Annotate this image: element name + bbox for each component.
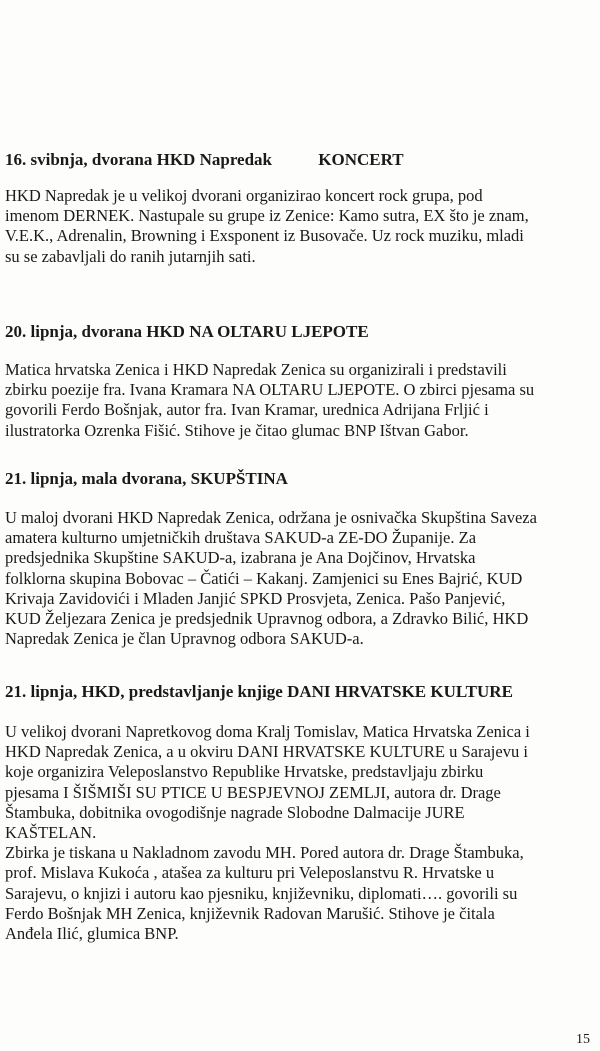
paragraph-line: govorili Ferdo Bošnjak, autor fra. Ivan Kramar, urednica Adrijana Frljić i bbox=[5, 400, 489, 420]
paragraph-line: Zbirka je tiskana u Nakladnom zavodu MH. Pored autora dr. Drage Štambuka, bbox=[5, 843, 524, 863]
heading-event: KONCERT bbox=[318, 150, 404, 169]
paragraph-line: amatera kulturno umjetničkih društava SAKUD-a ZE-DO Županije. Za bbox=[5, 528, 477, 548]
paragraph-line: KAŠTELAN. bbox=[5, 823, 97, 843]
heading-event: DANI HRVATSKE KULTURE bbox=[287, 682, 513, 701]
paragraph-line: Krivaja Zavidovići i Mladen Janjić SPKD Prosvjeta, Zenica. Pašo Panjević, bbox=[5, 588, 506, 608]
paragraph-line: HKD Napredak je u velikoj dvorani organizirao koncert rock grupa, pod bbox=[5, 186, 483, 205]
heading-date-place: 21. lipnja, mala dvorana, bbox=[5, 469, 187, 488]
section-heading bbox=[5, 322, 593, 342]
paragraph-line: pjesama I ŠIŠMIŠI SU PTICE U BESPJEVNOJ ZEMLJI, autora dr. Drage bbox=[5, 782, 501, 802]
heading-date-place: 16. svibnja, dvorana HKD Napredak bbox=[5, 150, 273, 169]
section-heading bbox=[5, 682, 593, 702]
paragraph-line: U velikoj dvorani Napretkovog doma Kralj Tomislav, Matica Hrvatska Zenica i bbox=[5, 722, 530, 741]
section-dani-hrvatske-kulture bbox=[5, 682, 593, 944]
page-number: 15 bbox=[576, 1032, 590, 1047]
section-heading bbox=[5, 150, 593, 170]
paragraph-line: zbirku poezije fra. Ivana Kramara NA OLTARU LJEPOTE. O zbirci pjesama su bbox=[5, 380, 535, 400]
section-paragraph bbox=[5, 360, 593, 441]
paragraph-line: Anđela Ilić, glumica BNP. bbox=[5, 924, 179, 944]
section-skupstina bbox=[5, 469, 593, 649]
paragraph-line: imenom DERNEK. Nastupale su grupe iz Zenice: Kamo sutra, EX što je znam, bbox=[5, 206, 529, 226]
paragraph-line: Matica hrvatska Zenica i HKD Napredak Zenica su organizirali i predstavili bbox=[5, 360, 507, 379]
section-heading bbox=[5, 469, 593, 489]
paragraph-line: prof. Mislava Kukoća , atašea za kulturu pri Veleposlanstvu R. Hrvatske u bbox=[5, 863, 495, 883]
heading-event: SKUPŠTINA bbox=[190, 469, 288, 488]
section-paragraph bbox=[5, 722, 593, 944]
paragraph-line: U maloj dvorani HKD Napredak Zenica, održana je osnivačka Skupština Saveza bbox=[5, 508, 537, 527]
section-paragraph bbox=[5, 508, 593, 649]
paragraph-line: Napredak Zenica je član Upravnog odbora SAKUD-a. bbox=[5, 629, 364, 649]
heading-event: NA OLTARU LJEPOTE bbox=[189, 322, 369, 341]
paragraph-line: KUD Željezara Zenica je predsjednik Upravnog odbora, a Zdravko Bilić, HKD bbox=[5, 609, 529, 629]
paragraph-line: folklorna skupina Bobovac – Čatići – Kakanj. Zamjenici su Enes Bajrić, KUD bbox=[5, 568, 523, 588]
heading-date-place: 20. lipnja, dvorana HKD bbox=[5, 322, 185, 341]
section-paragraph bbox=[5, 186, 593, 267]
paragraph-line: V.E.K., Adrenalin, Browning i Exsponent iz Busovače. Uz rock muziku, mladi bbox=[5, 226, 524, 246]
paragraph-line: predsjednika Skupštine SAKUD-a, izabrana je Ana Dojčinov, Hrvatska bbox=[5, 548, 476, 568]
section-koncert bbox=[5, 150, 593, 267]
heading-date-place: 21. lipnja, HKD, predstavljanje knjige bbox=[5, 682, 283, 701]
paragraph-line: Sarajevu, o knjizi i autoru kao pjesniku, književniku, diplomati…. govorili su bbox=[5, 883, 518, 903]
paragraph-line: koje organizira Veleposlanstvo Republike Hrvatske, predstavljaju zbirku bbox=[5, 762, 484, 782]
paragraph-line: Štambuka, dobitnika ovogodišnje nagrade Slobodne Dalmacije JURE bbox=[5, 802, 465, 822]
paragraph-line: HKD Napredak Zenica, a u okviru DANI HRVATSKE KULTURE u Sarajevu i bbox=[5, 742, 528, 762]
section-na-oltaru-ljepote bbox=[5, 322, 593, 441]
paragraph-line: su se zabavljali do ranih jutarnjih sati. bbox=[5, 246, 256, 266]
paragraph-line: ilustratorka Ozrenka Fišić. Stihove je čitao glumac BNP Ištvan Gabor. bbox=[5, 420, 469, 440]
paragraph-line: Ferdo Bošnjak MH Zenica, književnik Radovan Marušić. Stihove je čitala bbox=[5, 903, 495, 923]
